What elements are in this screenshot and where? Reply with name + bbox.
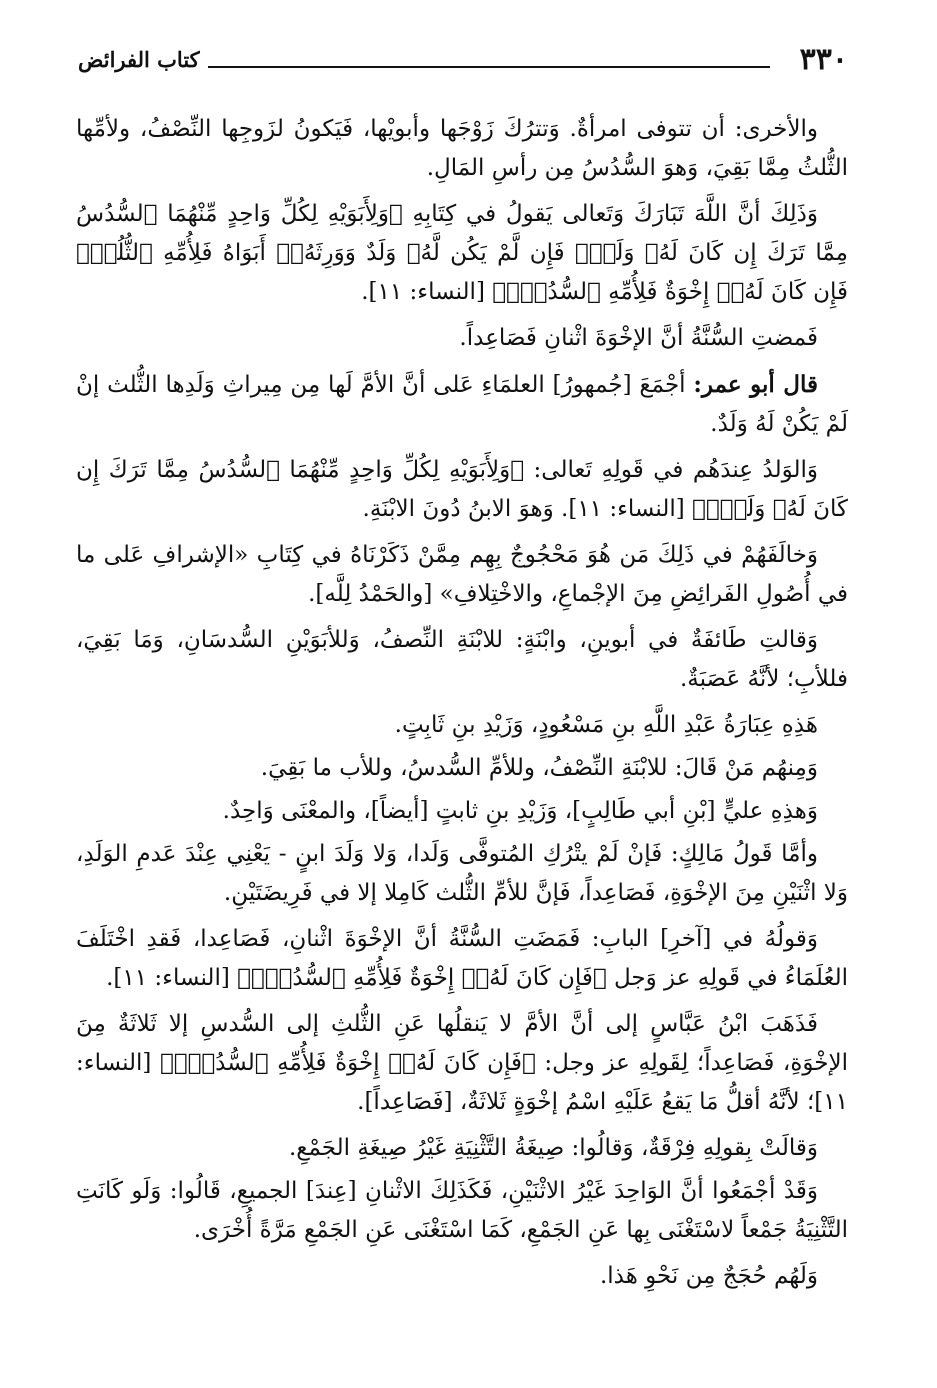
paragraph	[76, 451, 848, 529]
page-body	[76, 110, 848, 1303]
paragraph	[76, 1257, 848, 1296]
paragraph-text: هَذِهِ عِبَارَةُ عَبْدِ اللَّهِ بنِ مَسْعُودٍ، وَزَيْدِ بنِ ثَابِتٍ.	[394, 712, 818, 738]
paragraph-text: وَمِنهُم مَنْ قَالَ: للابْنَةِ النِّصْفُ، وللأمِّ السُّدسُ، وللأب ما بَقِيَ.	[260, 755, 818, 781]
paragraph	[76, 365, 848, 444]
paragraph-text: أجْمَعَ [جُمهورُ] العلمَاءِ عَلى أنَّ الأمَّ لَها مِن مِيراثِ وَلَدِها الثُّلث إنْ لَمْ يَكُنْ لَهُ وَلَدٌ.	[76, 372, 848, 437]
paragraph	[76, 536, 848, 614]
book-title: كتاب الفرائض	[78, 47, 200, 72]
header-rule	[208, 66, 770, 68]
paragraph	[76, 920, 848, 998]
paragraph-text: فَمضتِ السُّنَّةُ أنَّ الإخْوَةَ اثْنانِ فَصَاعِداً.	[459, 325, 818, 351]
paragraph-text: وَخالَفَهُمْ في ذَلِكَ مَن هُوَ مَحْجُوجٌ بِهِم مِمَّنْ ذَكَرْنَاهُ في كِتَابِ «الإشرافِ عَلى ما في أُصُولِ الفَرائِضِ مِنَ الإجْماعِ، والاخْتِلافِ» [والحَمْدُ لِلَّه].	[76, 542, 848, 607]
paragraph	[76, 319, 848, 358]
paragraph	[76, 792, 848, 831]
paragraph	[76, 195, 848, 312]
paragraph-text: وَالوَلدُ عِندَهُم في قَولِهِ تَعالى: ﴿وَلِأَبَوَيْهِ لِكُلِّ وَاحِدٍ مِّنْهُمَا ٱلسُّدُسُ مِمَّا تَرَكَ إِن كَانَ لَهُۥ وَلَدٌۚ﴾ [النساء: ١١]. وَهوَ الابنُ دُونَ الابْنَةِ.	[76, 457, 848, 522]
paragraph	[76, 1129, 848, 1168]
paragraph	[76, 1172, 848, 1250]
paragraph-text: وأمَّا قَولُ مَالِكٍ: فَإنْ لَمْ يتْرُكِ المُتوفَّى وَلَدا، وَلا وَلَدَ ابنٍ - يَعْنِي عِنْدَ عَدمِ الوَلَدِ، وَلا اثْنَيْنِ مِنَ الإخْوَةِ، فَصَاعِداً، فَإنَّ للأمِّ الثُّلث كَامِلا إلا في فَرِيضَتَيْنِ.	[76, 841, 848, 906]
paragraph	[76, 749, 848, 788]
paragraph	[76, 835, 848, 913]
paragraph-text: وَقالتِ طَائفَةٌ في أبوينِ، وابْنَةٍ: للابْنَةِ النِّصفُ، وَللأبَوَيْنِ السُّدسَانِ، وَمَا بَقِيَ، فللأبِ؛ لأنَّهُ عَصَبَةٌ.	[76, 627, 848, 692]
speaker-label: قال أبو عمر:	[693, 371, 819, 398]
paragraph-text: والأخرى: أن تتوفى امرأةٌ. وَتترُكَ زَوْجَها وأبويْها، فَيَكونُ لزَوجِها النِّصْفُ، ولأمِّها الثُّلثُ مِمَّا بَقِيَ، وَهوَ السُّدُسُ مِن رأسِ المَالِ.	[76, 116, 848, 181]
paragraph-text: وَقولُهُ في [آخرِ] البابِ: فَمَضَتِ السُّنَّةُ أنَّ الإخْوَةَ اثْنانِ، فَصَاعِدا، فَقدِ اخْتَلَفَ العُلَمَاءُ في قَولِهِ عز وَجل ﴿فَإِن كَانَ لَهُۥٓ إِخْوَةٌ فَلِأُمِّهِ ٱلسُّدُسُۚ﴾ [النساء: ١١].	[76, 926, 848, 991]
paragraph	[76, 621, 848, 699]
paragraph-text: وَلَهُم حُجَجٌ مِن نَحْوِ هَذا.	[599, 1263, 818, 1289]
paragraph	[76, 706, 848, 745]
paragraph-text: وَقَدْ أجْمَعُوا أنَّ الوَاحِدَ غَيْرُ الاثْنَيْنِ، فَكَذَلِكَ الاثْنانِ [عِندَ] الجميعِ، قَالُوا: وَلَو كَانَتِ التَّثْنِيَةُ جَمْعاً لاسْتَغْنَى بِها عَنِ الجَمْعِ، كَمَا اسْتَغْنَى عَنِ الجَمْعِ مَرَّةً أُخْرَى.	[76, 1178, 848, 1243]
paragraph-text: وَهذِهِ عليٍّ [بْنِ أبي طَالِبٍ]، وَزَيْدِ بنِ ثابتٍ [أيضاً]، والمعْنَى وَاحِدٌ.	[222, 798, 818, 824]
paragraph	[76, 110, 848, 188]
page-header	[78, 40, 848, 80]
paragraph-text: وَذَلِكَ أنَّ اللَّهَ تَبَارَكَ وَتَعالى يَقولُ في كِتَابِهِ ﴿وَلِأَبَوَيْهِ لِكُلِّ وَاحِدٍ مِّنْهُمَا ٱلسُّدُسُ مِمَّا تَرَكَ إِن كَانَ لَهُۥ وَلَدٌۚ فَإِن لَّمْ يَكُن لَّهُۥ وَلَدٌ وَوَرِثَهُۥٓ أَبَوَاهُ فَلِأُمِّهِ ٱلثُّلُثُۚ فَإِن كَانَ لَهُۥٓ إِخْوَةٌ فَلِأُمِّهِ ٱلسُّدُسُۚ﴾ [النساء: ١١].	[76, 201, 848, 305]
paragraph	[76, 1005, 848, 1122]
paragraph-text: وَقالَتْ بِقولِهِ فِرْقَةٌ، وَقالُوا: صِيغَةُ التَّثْنِيَةِ غَيْرُ صِيغَةِ الجَمْعِ.	[288, 1135, 818, 1161]
page-number: ٣٣٠	[799, 42, 848, 77]
paragraph-text: فَذَهَبَ ابْنُ عَبَّاسٍ إلى أنَّ الأمَّ لا يَنقلُها عَنِ الثُّلثِ إلى السُّدسِ إلا ثَلاثَةٌ مِنَ الإخْوَةِ، فَصَاعِداً؛ لِقَولِهِ عز وجل: ﴿فَإِن كَانَ لَهُۥٓ إِخْوَةٌ فَلِأُمِّهِ ٱلسُّدُسُۚ﴾ [النساء: ١١]؛ لأنَّهُ أقلُّ مَا يَقعُ عَلَيْهِ اسْمُ إخْوَةٍ ثَلاثَةٌ، [فَصَاعِداً].	[76, 1011, 848, 1115]
